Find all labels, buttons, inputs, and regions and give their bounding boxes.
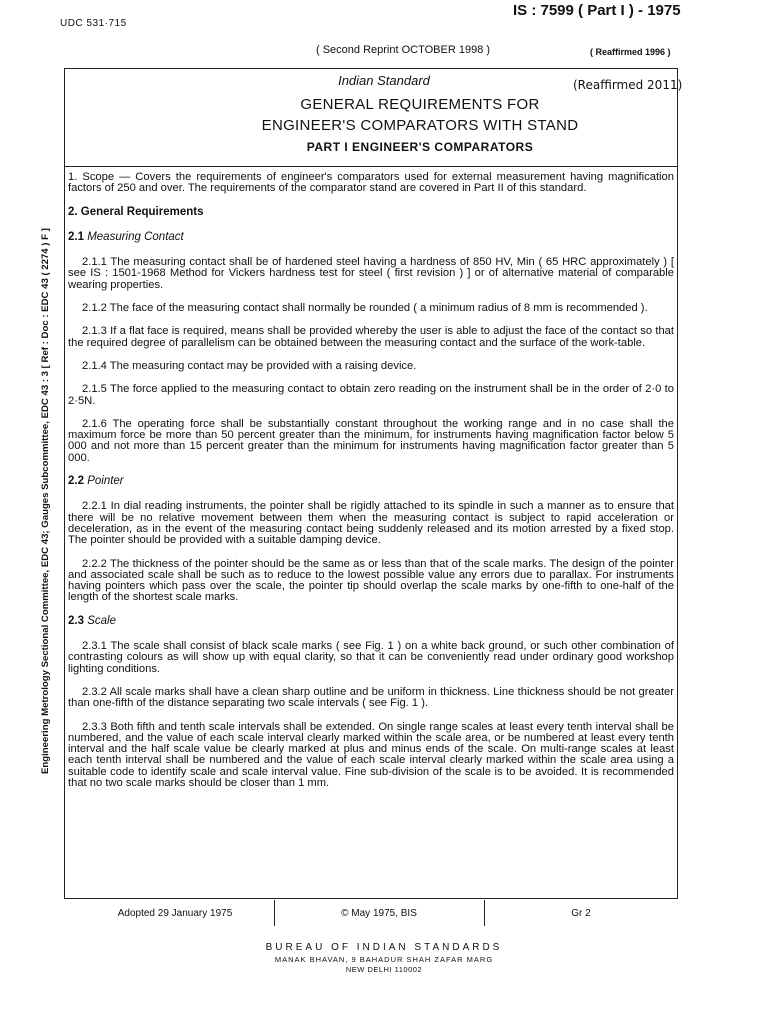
clause-2-1-6: 2.1.6 The operating force shall be substantially constant throughout the working range and in no case shall the maximum force be more than 50 percent greater than the minimum, for instruments having magnification factor below 5 000 and not more than 15 percent greater than the minimum for instruments having magnification factor greater than 5 000. <box>68 417 674 464</box>
copyright-note: © May 1975, BIS <box>274 900 485 926</box>
udc-number: UDC 531·715 <box>60 18 127 29</box>
clause-2-2-1: 2.2.1 In dial reading instruments, the pointer shall be rigidly attached to its spindle in such a manner as to ensure that there will be no relative movement between them when the measuring contact is subject to rapid acceleration or deceleration, as in the event of the measuring contact being suddenly released and its motion arrested by a fixed stop. The pointer should be provided with a suitable damping device. <box>68 500 674 547</box>
reprint-note: ( Second Reprint OCTOBER 1998 ) <box>316 44 491 56</box>
section-2-3-heading: 2.3 Scale <box>68 614 116 627</box>
standard-label: Indian Standard <box>338 73 430 88</box>
title-line-2: ENGINEER'S COMPARATORS WITH STAND <box>261 117 579 134</box>
publisher-city: NEW DELHI 110002 <box>345 965 423 974</box>
section-2-2-heading: 2.2 Pointer <box>68 475 124 488</box>
is-number: IS : 7599 ( Part I ) - 1975 <box>513 2 681 19</box>
document-body <box>68 172 674 801</box>
clause-2-3-1: 2.3.1 The scale shall consist of black scale marks ( see Fig. 1 ) on a white back ground, or such other combination of contrasting colours as will show up with equal clarity, so that it can be conveniently read under ordinary good workshop lighting conditions. <box>68 640 674 675</box>
reaffirmed-2011: (Reaffirmed 2011) <box>573 78 683 92</box>
committee-side-note: Engineering Metrology Sectional Committee, EDC 43; Gauges Subcommittee, EDC 43 : 3 [ Ref : Doc : EDC 43 ( 2274 ) F ] <box>40 228 51 774</box>
publisher-name: BUREAU OF INDIAN STANDARDS <box>265 942 503 953</box>
scope-paragraph: 1. Scope — Covers the requirements of engineer's comparators used for external measurement having magnification factors of 250 and over. The requirements of the comparator stand are covered in Part II of this standard. <box>68 171 674 195</box>
general-requirements-heading: 2. General Requirements <box>68 205 204 218</box>
reaffirmed-1996: ( Reaffirmed 1996 ) <box>590 47 671 57</box>
clause-2-3-3: 2.3.3 Both fifth and tenth scale intervals shall be extended. On single range scales at least every tenth interval shall be numbered, and the value of each scale interval clearly marked within the scale area, or be numbered at least every tenth interval and the half scale value be clearly marked at plus and minus ends of the scale. On multi-range scales at least each tenth interval shall be numbered and the value of each scale interval clearly marked within the scale area using a suitable code to identify scale and scale interval value. Fine sub-division of the scale is to be avoided. It is recommended that no two scale marks should be closer than 1 mm. <box>68 720 674 789</box>
title-line-3: PART I ENGINEER'S COMPARATORS <box>306 140 534 154</box>
section-2-1-heading: 2.1 Measuring Contact <box>68 230 184 243</box>
title-line-1: GENERAL REQUIREMENTS FOR <box>300 96 540 113</box>
clause-2-2-2: 2.2.2 The thickness of the pointer should be the same as or less than that of the scale marks. The design of the pointer and associated scale shall be such as to reduce to the lowest possible value any errors due to parallax. For instruments having pointers which pass over the scale, the pointer tip should overlap the scale marks by one-fifth to one-half of the length of the shortest scale marks. <box>68 557 674 604</box>
clause-2-1-1: 2.1.1 The measuring contact shall be of hardened steel having a hardness of 850 HV, Min ( 65 HRC approximately ) [ see IS : 1501-1968 Method for Vickers hardness test for steel ( first revision ) ] or of alternative material of comparable wearing properties. <box>68 256 674 291</box>
publisher-address: MANAK BHAVAN, 9 BAHADUR SHAH ZAFAR MARG <box>274 955 494 964</box>
clause-2-1-2: 2.1.2 The face of the measuring contact shall normally be rounded ( a minimum radius of 8 mm is recommended ). <box>82 302 648 315</box>
clause-2-1-4: 2.1.4 The measuring contact may be provided with a raising device. <box>82 359 417 372</box>
adopted-date: Adopted 29 January 1975 <box>76 900 275 926</box>
price-group: Gr 2 <box>571 907 591 919</box>
clause-2-3-2: 2.3.2 All scale marks shall have a clean sharp outline and be uniform in thickness. Line thickness should be not greater than one-fifth of the distance separating two scale intervals ( see Fig. 1 ). <box>68 685 674 710</box>
clause-2-1-5: 2.1.5 The force applied to the measuring contact to obtain zero reading on the instrument shall be in the order of 2·0 to 2·5N. <box>68 383 674 407</box>
footer-table <box>76 900 678 926</box>
title-divider <box>64 166 678 167</box>
clause-2-1-3: 2.1.3 If a flat face is required, means shall be provided whereby the user is able to adjust the face of the contact so that the required degree of parallelism can be obtained between the measuring contact and the surface of the work-table. <box>68 325 674 349</box>
